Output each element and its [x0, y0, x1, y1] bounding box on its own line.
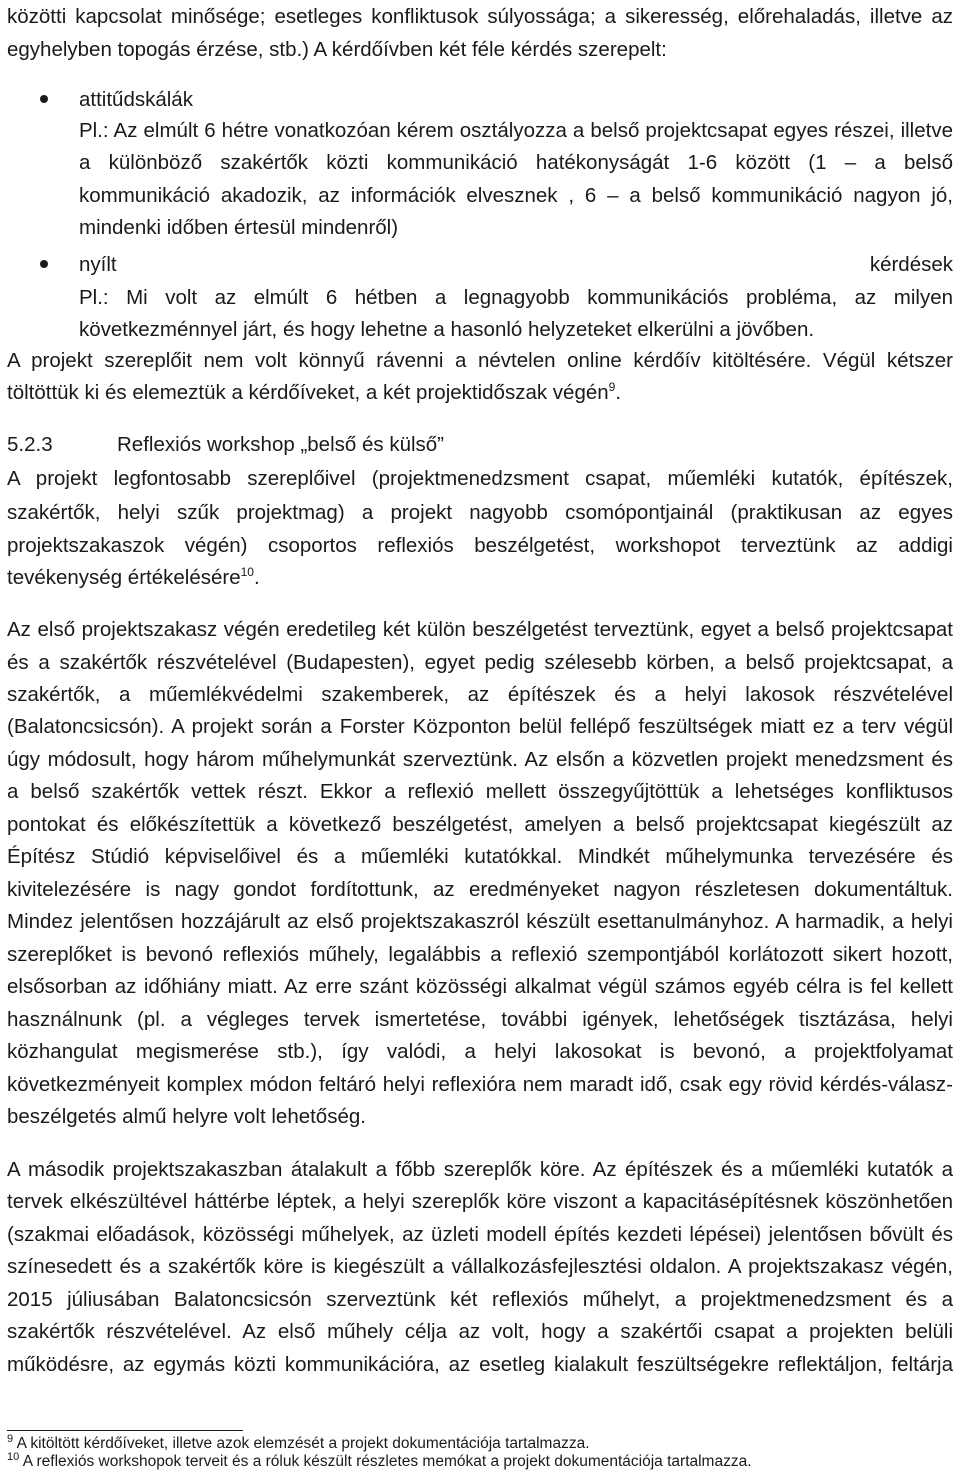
section-heading: [0, 432, 953, 458]
text-line: (szakmai előadások, közösségi műhelyek, az üzleti modell építés kezdeti lépései) jelentősen bővült és: [7, 1223, 953, 1246]
text-line: [0, 565, 953, 591]
text-line: színesedett és a szakértők köre is kiegészült a vállalkozásfejlesztési oldalon. A projektszakasz végén,: [7, 1255, 953, 1278]
text-line: Pl.: Mi volt az elmúlt 6 hétben a legnagyobb kommunikációs probléma, az milyen: [79, 286, 953, 309]
text-line: A projekt szereplőit nem volt könnyű rávenni a névtelen online kérdőív kitöltésére. Végül kétszer: [7, 349, 953, 372]
text-line: szereplőket is bevonó reflexiós műhely, legalábbis a reflexió szempontjából korlátozott sikert hozott,: [7, 943, 953, 966]
text-line: pontokat és előkészítettük a következő beszélgetést, amelyen a belső projektcsapat kiegészült az: [7, 813, 953, 836]
text-line: működésre, az egymás közti kommunikációra, az esetleg kialakult feszültségekre reflektáljon, feltárja: [7, 1353, 953, 1376]
text-line: egyhelyben topogás érzése, stb.) A kérdőívben két féle kérdés szerepelt:: [7, 38, 667, 61]
text-span: töltöttük ki és elemeztük a kérdőíveket, a két projektidőszak végén: [7, 381, 609, 404]
section-number: 5.2.3: [7, 433, 53, 456]
footnote-ref: 9: [608, 380, 616, 395]
text-line: elsősorban az időhiány miatt. Az erre szánt közösségi alkalmat végül számos egyéb célra is fel kellett: [7, 975, 953, 998]
text-line: a belső szakértők vettek részt. Ekkor a reflexió mellett összegyűjtöttük a lehetséges konfliktusos: [7, 780, 953, 803]
section-title: Reflexiós workshop „belső és külső”: [117, 433, 444, 456]
text-line: 2015 júliusában Balatoncsicsón szerveztünk két reflexiós műhelyt, a projektmenedzsment és a: [7, 1288, 953, 1311]
bullet-title-left: nyílt: [79, 253, 117, 276]
bullet-title: [0, 252, 953, 278]
text-line: Az első projektszakasz végén eredetileg két külön beszélgetést terveztünk, egyet a belső projektcsapat: [7, 618, 953, 641]
bullet-title-right: kérdések: [869, 253, 953, 276]
text-line: úgy módosult, hogy három műhelymunkát szerveztünk. Az elsőn a közvetlen projekt menedzsment és: [7, 748, 953, 771]
text-line: használnunk (pl. a végleges tervek ismertetése, további igények, lehetőségek tisztázása, helyi: [7, 1008, 953, 1031]
text-span: tevékenység értékelésére: [7, 566, 241, 589]
text-line: közötti kapcsolat minősége; esetleges konfliktusok súlyossága; a sikeresség, előrehaladás, illetve az: [7, 5, 953, 28]
footnote-number: 9: [7, 1432, 14, 1445]
text-line: projektszakaszok végén) csoportos reflexiós beszélgetést, workshopot terveztünk az addigi: [7, 534, 953, 557]
footnote: [7, 1434, 953, 1454]
text-line: Mindez jelentősen hozzájárult az első projektszakaszról készült esettanulmányhoz. A harmadik, a helyi: [7, 910, 953, 933]
text-span: .: [615, 381, 622, 404]
text-span: .: [253, 566, 260, 589]
footnote-divider: [7, 1430, 243, 1431]
text-line: szakértők részvételével. Az első műhely célja az volt, hogy a szakértői csapat a projekten belüli: [7, 1320, 953, 1343]
text-line: (Balatoncsicsón). A projekt során a Forster Központon belül fellépő feszültségek miatt ez a terv végül: [7, 715, 953, 738]
text-line: Építész Stúdió képviselőivel és a műemléki kutatókkal. Mindkét műhelymunka tervezésére és: [7, 845, 953, 868]
footnote: [7, 1452, 953, 1472]
text-line: következményeit komplex módon feltáró helyi reflexióra nem maradt idő, csak egy rövid kérdés-válasz-: [7, 1073, 953, 1096]
footnote-number: 10: [7, 1450, 20, 1463]
text-line: és a szakértők részvételével (Budapesten), egyet pedig szélesebb körben, a belső projektcsapat, a: [7, 651, 953, 674]
text-line: szakértők, a műemlékvédelmi szakemberek, az építészek és a helyi lakosok részvételével: [7, 683, 953, 706]
text-line: szakértők, helyi szűk projektmag) a projekt nagyobb csomópontjainál (praktikusan az egyes: [7, 501, 953, 524]
bullet-title: attitűdskálák: [79, 88, 193, 111]
text-line: kivitelezésére is nagy gondot fordítottunk, az eredményeket nagyon részletesen dokumentáltuk.: [7, 878, 953, 901]
text-line: Pl.: Az elmúlt 6 hétre vonatkozóan kérem osztályozza a belső projektcsapat egyes részei, illetve: [79, 119, 953, 142]
text-line: kommunikáció akadozik, az információk elvesznek , 6 – a belső kommunikáció nagyon jó,: [79, 184, 953, 207]
text-line: [0, 380, 953, 406]
footnote-text: A kitöltött kérdőíveket, illetve azok elemzését a projekt dokumentációja tartalmazza.: [16, 1435, 590, 1452]
text-line: a különböző szakértők közti kommunikáció hatékonyságát 1-6 között (1 – a belső: [79, 151, 953, 174]
text-line: tervek elkészültével háttérbe léptek, a helyi szereplők köre viszont a kapacitásépítésnek köszönhetően: [7, 1190, 953, 1213]
footnote-text: A reflexiós workshopok terveit és a róluk készült részletes memókat a projekt dokumentációja tartalmazza.: [22, 1453, 752, 1470]
text-line: mindenki időben értesül mindenről): [79, 216, 399, 239]
text-line: következménnyel járt, és hogy lehetne a hasonló helyzeteket elkerülni a jövőben.: [79, 318, 815, 341]
text-line: A második projektszakaszban átalakult a főbb szereplők köre. Az építészek és a műemléki kutatók a: [7, 1158, 953, 1181]
text-line: közhangulat megismerése stb.), így valódi, a helyi lakosokat is bevonó, a projektfolyamat: [7, 1040, 953, 1063]
text-line: beszélgetés almű helyre volt lehetőség.: [7, 1105, 366, 1128]
text-line: A projekt legfontosabb szereplőivel (projektmenedzsment csapat, műemléki kutatók, építészek,: [7, 467, 953, 490]
footnote-ref: 10: [240, 565, 254, 580]
